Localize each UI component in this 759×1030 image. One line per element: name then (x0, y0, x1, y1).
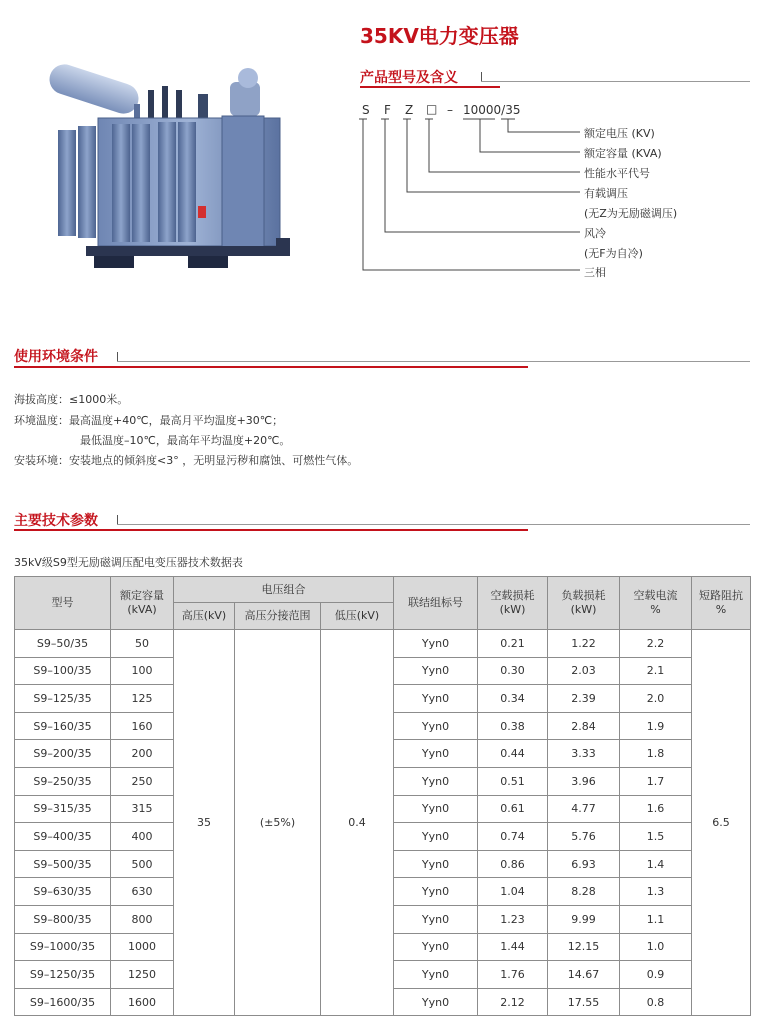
cell-model: S9–200/35 (15, 740, 111, 768)
cell-model: S9–500/35 (15, 850, 111, 878)
cell-no-load-loss: 0.21 (478, 630, 548, 658)
cell-load-loss: 5.76 (548, 823, 620, 851)
section-title-parameters: 主要技术参数 (14, 513, 98, 529)
transformer-image (38, 60, 300, 282)
env-install (14, 452, 358, 468)
cell-load-loss: 17.55 (548, 988, 620, 1016)
cell-no-load-loss: 1.76 (478, 961, 548, 989)
cell-model: S9–800/35 (15, 905, 111, 933)
cell-connection: Yyn0 (394, 850, 478, 878)
cell-connection: Yyn0 (394, 740, 478, 768)
cell-no-load-loss: 0.34 (478, 685, 548, 713)
header-load-loss-unit: (kW) (570, 603, 597, 616)
header-tap-range: 高压分接范围 (235, 603, 321, 630)
cell-no-load-current: 1.4 (620, 850, 692, 878)
cell-load-loss: 2.03 (548, 657, 620, 685)
cell-capacity: 630 (111, 878, 174, 906)
cell-no-load-current: 0.8 (620, 988, 692, 1016)
cell-no-load-current: 1.9 (620, 712, 692, 740)
model-rating: 10000/35 (463, 103, 521, 117)
section-underline (360, 86, 500, 88)
header-voltage-group: 电压组合 (174, 577, 394, 603)
header-capacity-label: 额定容量 (120, 589, 164, 602)
header-no-load-loss-label: 空载损耗 (490, 589, 535, 602)
env-temp-line1: 最高温度+40℃，最高月平均温度+30℃； (69, 414, 284, 427)
cell-connection: Yyn0 (394, 657, 478, 685)
header-capacity (111, 577, 174, 630)
cell-capacity: 400 (111, 823, 174, 851)
annotation-on-load-tap: 有载调压 (584, 187, 628, 200)
cell-capacity: 500 (111, 850, 174, 878)
cell-load-loss: 8.28 (548, 878, 620, 906)
annotation-rated-voltage: 额定电压 (KV) (584, 127, 655, 140)
header-model: 型号 (15, 577, 111, 630)
page-title: 35KV电力变压器 (360, 24, 519, 48)
section-underline (14, 529, 528, 531)
cell-no-load-current: 0.9 (620, 961, 692, 989)
cell-model: S9–250/35 (15, 767, 111, 795)
cell-no-load-loss: 0.38 (478, 712, 548, 740)
cell-model: S9–1250/35 (15, 961, 111, 989)
cell-no-load-current: 1.7 (620, 767, 692, 795)
cell-no-load-current: 1.8 (620, 740, 692, 768)
table-row (15, 630, 751, 658)
cell-capacity: 250 (111, 767, 174, 795)
cell-model: S9–50/35 (15, 630, 111, 658)
cell-capacity: 160 (111, 712, 174, 740)
cell-model: S9–1000/35 (15, 933, 111, 961)
cell-no-load-loss: 0.51 (478, 767, 548, 795)
model-dash: – (447, 103, 453, 117)
annotation-performance-code: 性能水平代号 (584, 167, 650, 180)
annotation-rated-capacity: 额定容量 (KVA) (584, 147, 662, 160)
cell-no-load-loss: 0.44 (478, 740, 548, 768)
cell-no-load-loss: 2.12 (478, 988, 548, 1016)
cell-load-loss: 3.96 (548, 767, 620, 795)
cell-capacity: 125 (111, 685, 174, 713)
cell-model: S9–400/35 (15, 823, 111, 851)
table-caption: 35kV级S9型无励磁调压配电变压器技术数据表 (14, 556, 243, 569)
cell-no-load-current: 1.3 (620, 878, 692, 906)
cell-connection: Yyn0 (394, 905, 478, 933)
header-lv: 低压(kV) (321, 603, 394, 630)
header-capacity-unit: (kVA) (127, 603, 157, 616)
cell-no-load-current: 2.1 (620, 657, 692, 685)
env-altitude (14, 391, 128, 407)
cell-capacity: 800 (111, 905, 174, 933)
cell-load-loss: 4.77 (548, 795, 620, 823)
header-load-loss (548, 577, 620, 630)
cell-connection: Yyn0 (394, 961, 478, 989)
cell-capacity: 1250 (111, 961, 174, 989)
model-letter-f: F (384, 103, 391, 117)
env-altitude-label: 海拔高度： (14, 393, 69, 406)
cell-model: S9–1600/35 (15, 988, 111, 1016)
cell-no-load-loss: 0.86 (478, 850, 548, 878)
cell-lv: 0.4 (321, 630, 394, 1016)
cell-capacity: 1600 (111, 988, 174, 1016)
cell-tap-range: (±5%) (235, 630, 321, 1016)
header-no-load-current-unit: % (650, 603, 661, 616)
cell-connection: Yyn0 (394, 988, 478, 1016)
env-temp-line2: 最低温度–10℃，最高年平均温度+20℃。 (80, 434, 291, 447)
cell-connection: Yyn0 (394, 878, 478, 906)
cell-no-load-current: 1.5 (620, 823, 692, 851)
cell-connection: Yyn0 (394, 712, 478, 740)
cell-model: S9–160/35 (15, 712, 111, 740)
cell-no-load-loss: 0.74 (478, 823, 548, 851)
cell-model: S9–125/35 (15, 685, 111, 713)
header-no-load-loss (478, 577, 548, 630)
cell-model: S9–100/35 (15, 657, 111, 685)
header-impedance-unit: % (715, 603, 727, 616)
cell-no-load-loss: 0.30 (478, 657, 548, 685)
section-line (117, 361, 750, 362)
cell-impedance: 6.5 (692, 630, 751, 1016)
cell-no-load-loss: 0.61 (478, 795, 548, 823)
cell-no-load-loss: 1.44 (478, 933, 548, 961)
env-altitude-value: ≤1000米。 (69, 393, 129, 406)
section-title-model: 产品型号及含义 (360, 70, 458, 86)
env-install-label: 安装环境： (14, 454, 69, 467)
cell-load-loss: 3.33 (548, 740, 620, 768)
annotation-three-phase: 三相 (584, 266, 606, 279)
cell-connection: Yyn0 (394, 685, 478, 713)
header-hv: 高压(kV) (174, 603, 235, 630)
header-no-load-loss-unit: (kW) (499, 603, 526, 616)
header-no-load-current-label: 空载电流 (633, 589, 678, 602)
header-connection: 联结组标号 (394, 577, 478, 630)
cell-connection: Yyn0 (394, 767, 478, 795)
env-install-value: 安装地点的倾斜度<3° ，无明显污秽和腐蚀、可燃性气体。 (69, 454, 359, 467)
cell-capacity: 100 (111, 657, 174, 685)
cell-no-load-loss: 1.04 (478, 878, 548, 906)
spec-table-body (15, 630, 751, 1016)
cell-connection: Yyn0 (394, 823, 478, 851)
annotation-air-cooled-note: (无F为自冷) (584, 247, 643, 260)
cell-load-loss: 14.67 (548, 961, 620, 989)
cell-no-load-current: 1.6 (620, 795, 692, 823)
cell-load-loss: 2.84 (548, 712, 620, 740)
env-temp-label: 环境温度： (14, 414, 69, 427)
cell-load-loss: 12.15 (548, 933, 620, 961)
header-load-loss-label: 负载损耗 (561, 589, 606, 602)
cell-model: S9–630/35 (15, 878, 111, 906)
model-letter-z: Z (405, 103, 414, 117)
cell-no-load-loss: 1.23 (478, 905, 548, 933)
cell-load-loss: 1.22 (548, 630, 620, 658)
header-impedance (692, 577, 751, 630)
cell-no-load-current: 1.1 (620, 905, 692, 933)
cell-hv: 35 (174, 630, 235, 1016)
spec-table (14, 576, 751, 1016)
section-title-environment: 使用环境条件 (14, 349, 98, 365)
annotation-on-load-tap-note: (无Z为无励磁调压) (584, 207, 678, 220)
cell-load-loss: 2.39 (548, 685, 620, 713)
annotation-air-cooled: 风冷 (584, 227, 606, 240)
section-underline (14, 366, 528, 368)
cell-model: S9–315/35 (15, 795, 111, 823)
header-impedance-label: 短路阻抗 (699, 589, 743, 602)
cell-no-load-current: 2.0 (620, 685, 692, 713)
cell-no-load-current: 2.2 (620, 630, 692, 658)
cell-capacity: 200 (111, 740, 174, 768)
cell-capacity: 1000 (111, 933, 174, 961)
cell-capacity: 315 (111, 795, 174, 823)
cell-no-load-current: 1.0 (620, 933, 692, 961)
cell-load-loss: 9.99 (548, 905, 620, 933)
cell-connection: Yyn0 (394, 795, 478, 823)
section-line (117, 524, 750, 525)
header-no-load-current (620, 577, 692, 630)
section-line (481, 81, 750, 82)
model-bracket-lines (355, 116, 595, 276)
env-temperature (14, 412, 283, 428)
cell-connection: Yyn0 (394, 933, 478, 961)
model-letter-box: □ (426, 102, 438, 116)
cell-load-loss: 6.93 (548, 850, 620, 878)
model-letter-s: S (362, 103, 370, 117)
cell-connection: Yyn0 (394, 630, 478, 658)
cell-capacity: 50 (111, 630, 174, 658)
